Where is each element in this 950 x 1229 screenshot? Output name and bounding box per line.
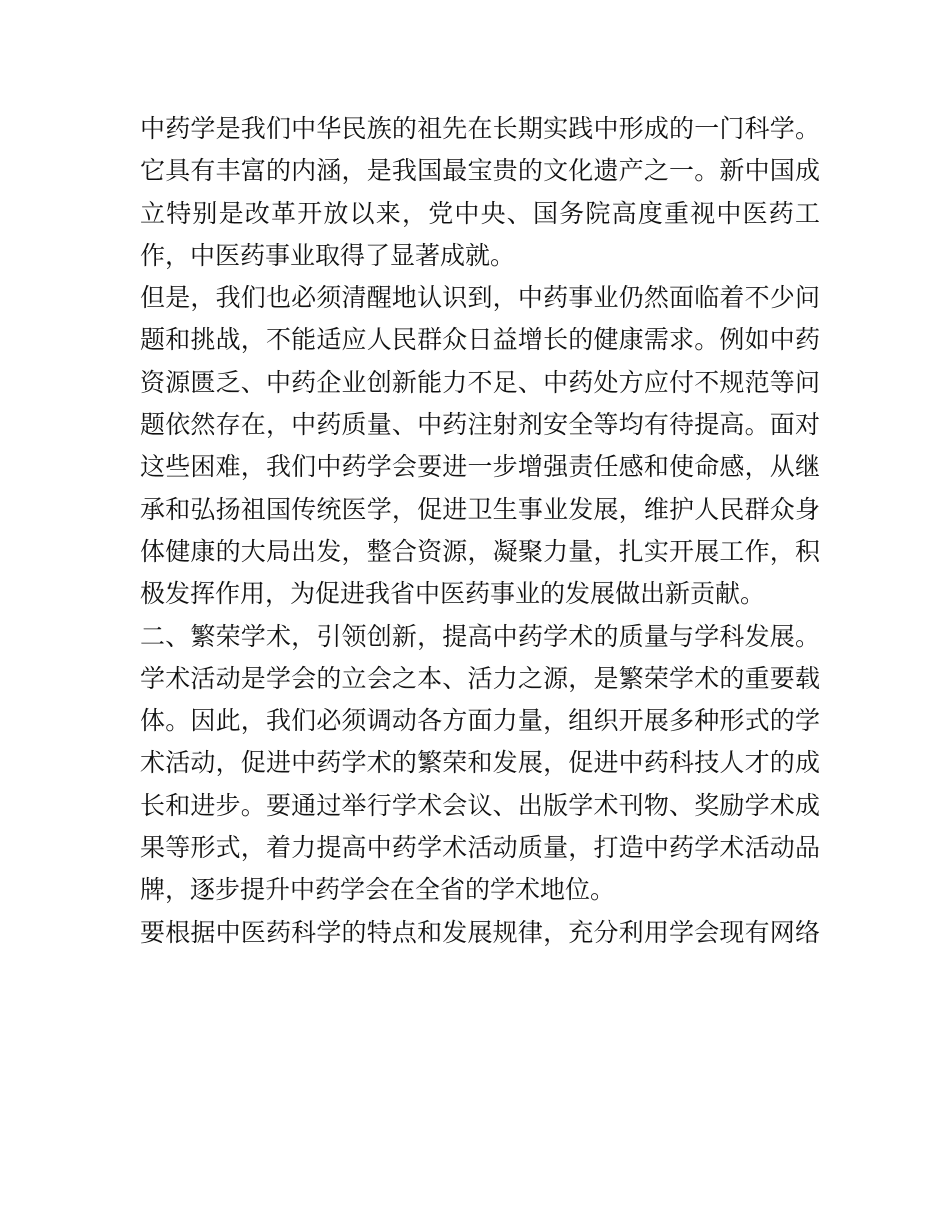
text-line: 体。因此，我们必须调动各方面力量，组织开展多种形式的学 [140, 706, 820, 736]
text-line: 长和进步。要通过举行学术会议、出版学术刊物、奖励学术成 [140, 790, 820, 820]
text-line: 学术活动是学会的立会之本、活力之源，是繁荣学术的重要载 [140, 663, 820, 693]
text-line: 中药学是我们中华民族的祖先在长期实践中形成的一门科学。 [140, 114, 820, 143]
text-line: 承和弘扬祖国传统医学，促进卫生事业发展，维护人民群众身 [140, 494, 820, 524]
text-line: 术活动，促进中药学术的繁荣和发展，促进中药科技人才的成 [140, 748, 820, 778]
text-line: 要根据中医药科学的特点和发展规律，充分利用学会现有网络 [140, 917, 820, 947]
document-body [140, 108, 820, 954]
text-line: 果等形式，着力提高中药学术活动质量，打造中药学术活动品 [140, 833, 820, 863]
text-line: 它具有丰富的内涵，是我国最宝贵的文化遗产之一。新中国成 [140, 156, 820, 186]
text-line: 这些困难，我们中药学会要进一步增强责任感和使命感，从继 [140, 452, 820, 482]
text-line: 题依然存在，中药质量、中药注射剂安全等均有待提高。面对 [140, 410, 820, 440]
text-line: 但是，我们也必须清醒地认识到，中药事业仍然面临着不少问 [140, 283, 820, 313]
text-line: 资源匮乏、中药企业创新能力不足、中药处方应付不规范等问 [140, 367, 820, 397]
text-line: 二、繁荣学术，引领创新，提高中药学术的质量与学科发展。 [140, 621, 820, 651]
text-line: 极发挥作用，为促进我省中医药事业的发展做出新贡献。 [140, 579, 766, 609]
text-line: 立特别是改革开放以来，党中央、国务院高度重视中医药工 [140, 198, 820, 228]
text-line: 牌，逐步提升中药学会在全省的学术地位。 [140, 875, 616, 905]
text-line: 题和挑战，不能适应人民群众日益增长的健康需求。例如中药 [140, 325, 820, 355]
text-line: 体健康的大局出发，整合资源，凝聚力量，扎实开展工作，积 [140, 536, 820, 566]
text-line: 作，中医药事业取得了显著成就。 [140, 240, 516, 270]
